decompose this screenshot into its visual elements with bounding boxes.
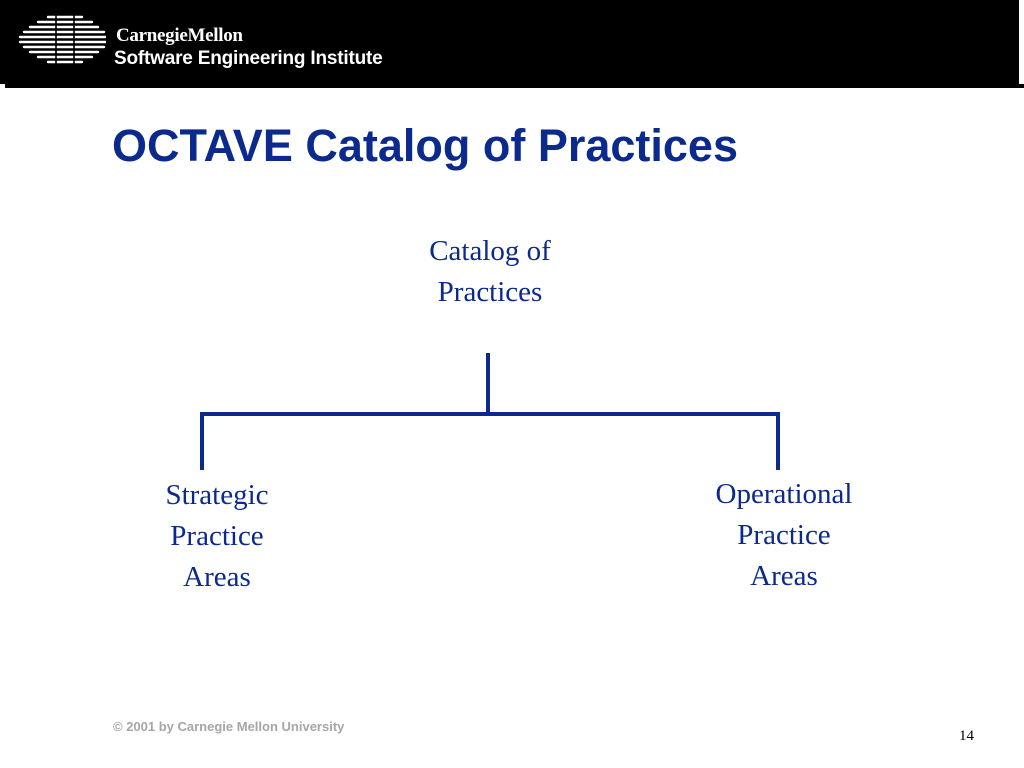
- node-label-line: Practices: [437, 276, 543, 308]
- node-label-line: Areas: [183, 561, 251, 593]
- copyright-notice: © 2001 by Carnegie Mellon University: [113, 719, 345, 734]
- diagram-root-node: [390, 231, 590, 313]
- node-label-line: Strategic: [165, 479, 269, 511]
- node-label-line: Areas: [750, 560, 818, 592]
- slide-title: OCTAVE Catalog of Practices: [112, 120, 738, 171]
- logo-university-name: CarnegieMellon: [116, 25, 243, 46]
- logo-institute-name: Software Engineering Institute: [114, 48, 383, 69]
- node-label-line: Practice: [170, 520, 264, 552]
- node-label-line: Catalog of: [429, 235, 551, 267]
- diagram-node-operational: [684, 474, 884, 597]
- node-label-line: Operational: [715, 478, 853, 510]
- diagram-node-strategic: [117, 475, 317, 598]
- node-label-line: Practice: [737, 519, 831, 551]
- page-number: 14: [959, 728, 974, 744]
